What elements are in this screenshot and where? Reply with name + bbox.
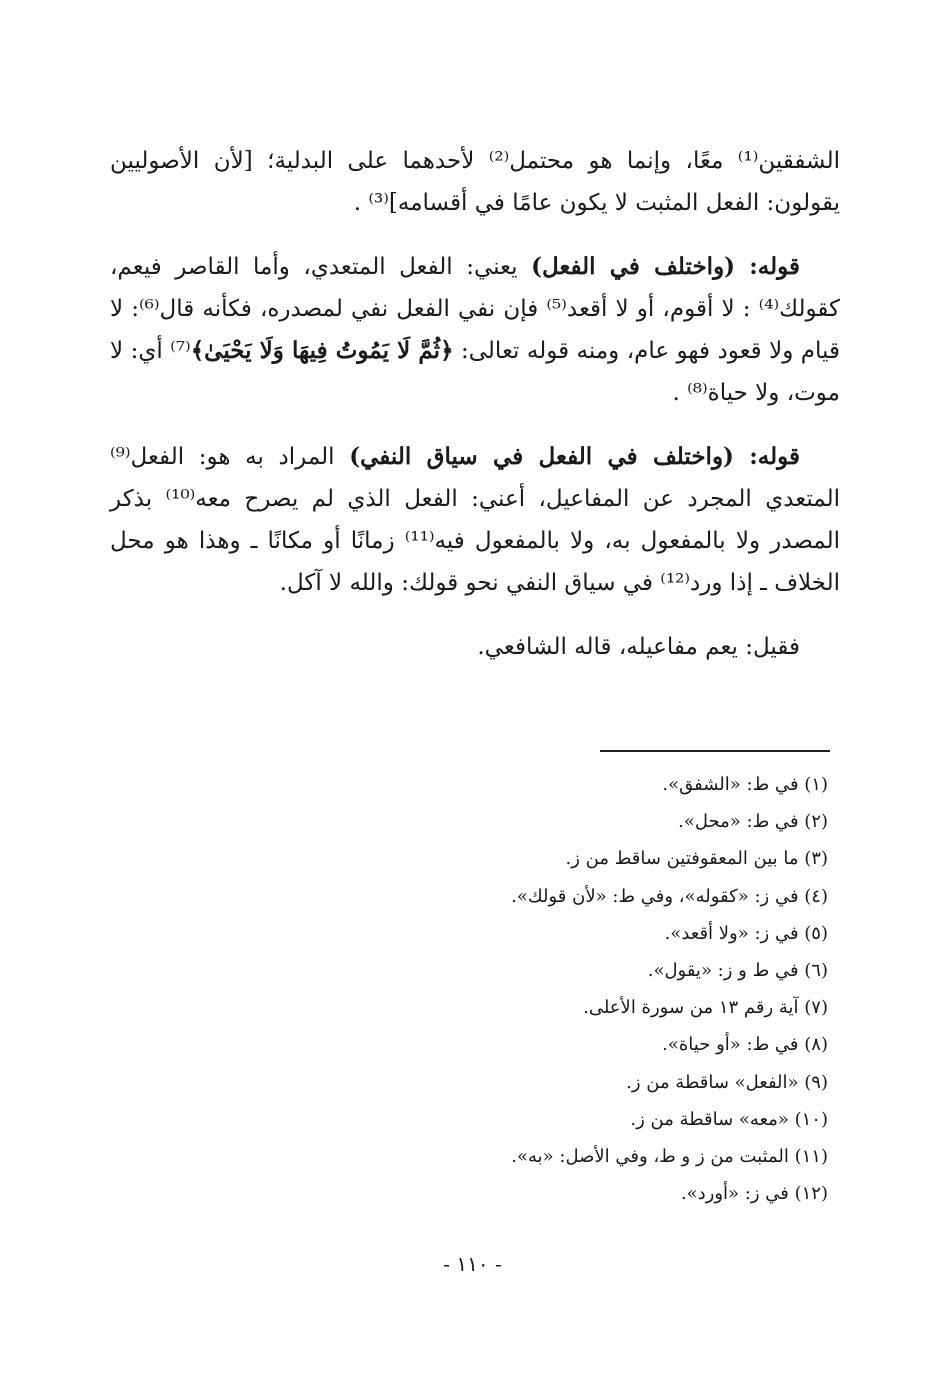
footnote: (٦) في ط و ز: «يقول». <box>647 960 828 982</box>
footnote: (٧) آية رقم ١٣ من سورة الأعلى. <box>583 997 828 1019</box>
main-text <box>110 140 840 690</box>
paragraph-2 <box>110 246 840 414</box>
footnote: (١٠) «معه» ساقطة من ز. <box>630 1108 828 1130</box>
paragraph-3-heading: قوله: (واختلف في الفعل في سياق النفي) <box>349 443 800 470</box>
footnote: (١١) المثبت من ز و ط، وفي الأصل: «به». <box>511 1146 828 1168</box>
quran-verse: ﴿ثُمَّ لَا يَمُوتُ فِيهَا وَلَا يَحْيَىٰ﴾ <box>190 337 454 364</box>
footnote: (٨) في ط: «أو حياة». <box>662 1034 828 1056</box>
paragraph-2-text: يعني: الفعل المتعدي، وأما القاصر فيعم، كقولك⁽⁴⁾ : لا أقوم، أو لا أقعد⁽⁵⁾ فإن نفي الفعل نفي لمصدره، فكأنه قال⁽⁶⁾: لا قيام ولا قعود فهو عام، ومنه قوله تعالى: <box>110 254 840 364</box>
footnote: (٤) في ز: «كقوله»، وفي ط: «لأن قولك». <box>511 885 828 907</box>
page-number: - ١١٠ - <box>443 1252 502 1276</box>
footnote: (٣) ما بين المعقوفتين ساقط من ز. <box>565 848 828 870</box>
paragraph-2-heading: قوله: (واختلف في الفعل) <box>531 253 800 280</box>
paragraph-4: فقيل: يعم مفاعيله، قاله الشافعي. <box>477 634 800 660</box>
paragraph-1: الشفقين⁽¹⁾ معًا، وإنما هو محتمل⁽²⁾ لأحدهما على البدلية؛ [لأن الأصوليين يقولون: الفعل المثبت لا يكون عامًا في أقسامه]⁽³⁾ . <box>110 148 840 216</box>
footnote: (٩) «الفعل» ساقطة من ز. <box>626 1071 828 1093</box>
footnote: (٥) في ز: «ولا أقعد». <box>664 922 828 944</box>
paragraph-2-end: ⁽⁷⁾ أي: لا موت، ولا حياة⁽⁸⁾ . <box>110 338 840 406</box>
footnotes-list <box>118 766 828 1212</box>
paragraph-3-text: المراد به هو: الفعل⁽⁹⁾ المتعدي المجرد عن المفاعيل، أعني: الفعل الذي لم يصرح معه⁽¹⁰⁾ بذكر المصدر ولا بالمفعول به، ولا بالمفعول فيه⁽¹¹⁾ زمانًا أو مكانًا ـ وهذا هو محل الخلاف ـ إذا ورد⁽¹²⁾ في سياق النفي نحو قولك: والله لا آكل. <box>110 444 840 596</box>
footnote: (٢) في ط: «محل». <box>678 811 828 833</box>
footnote: (١٢) في ز: «أورد». <box>680 1183 828 1205</box>
paragraph-3 <box>110 436 840 604</box>
footnote: (١) في ط: «الشفق». <box>662 774 828 795</box>
footnote-separator <box>600 750 830 752</box>
